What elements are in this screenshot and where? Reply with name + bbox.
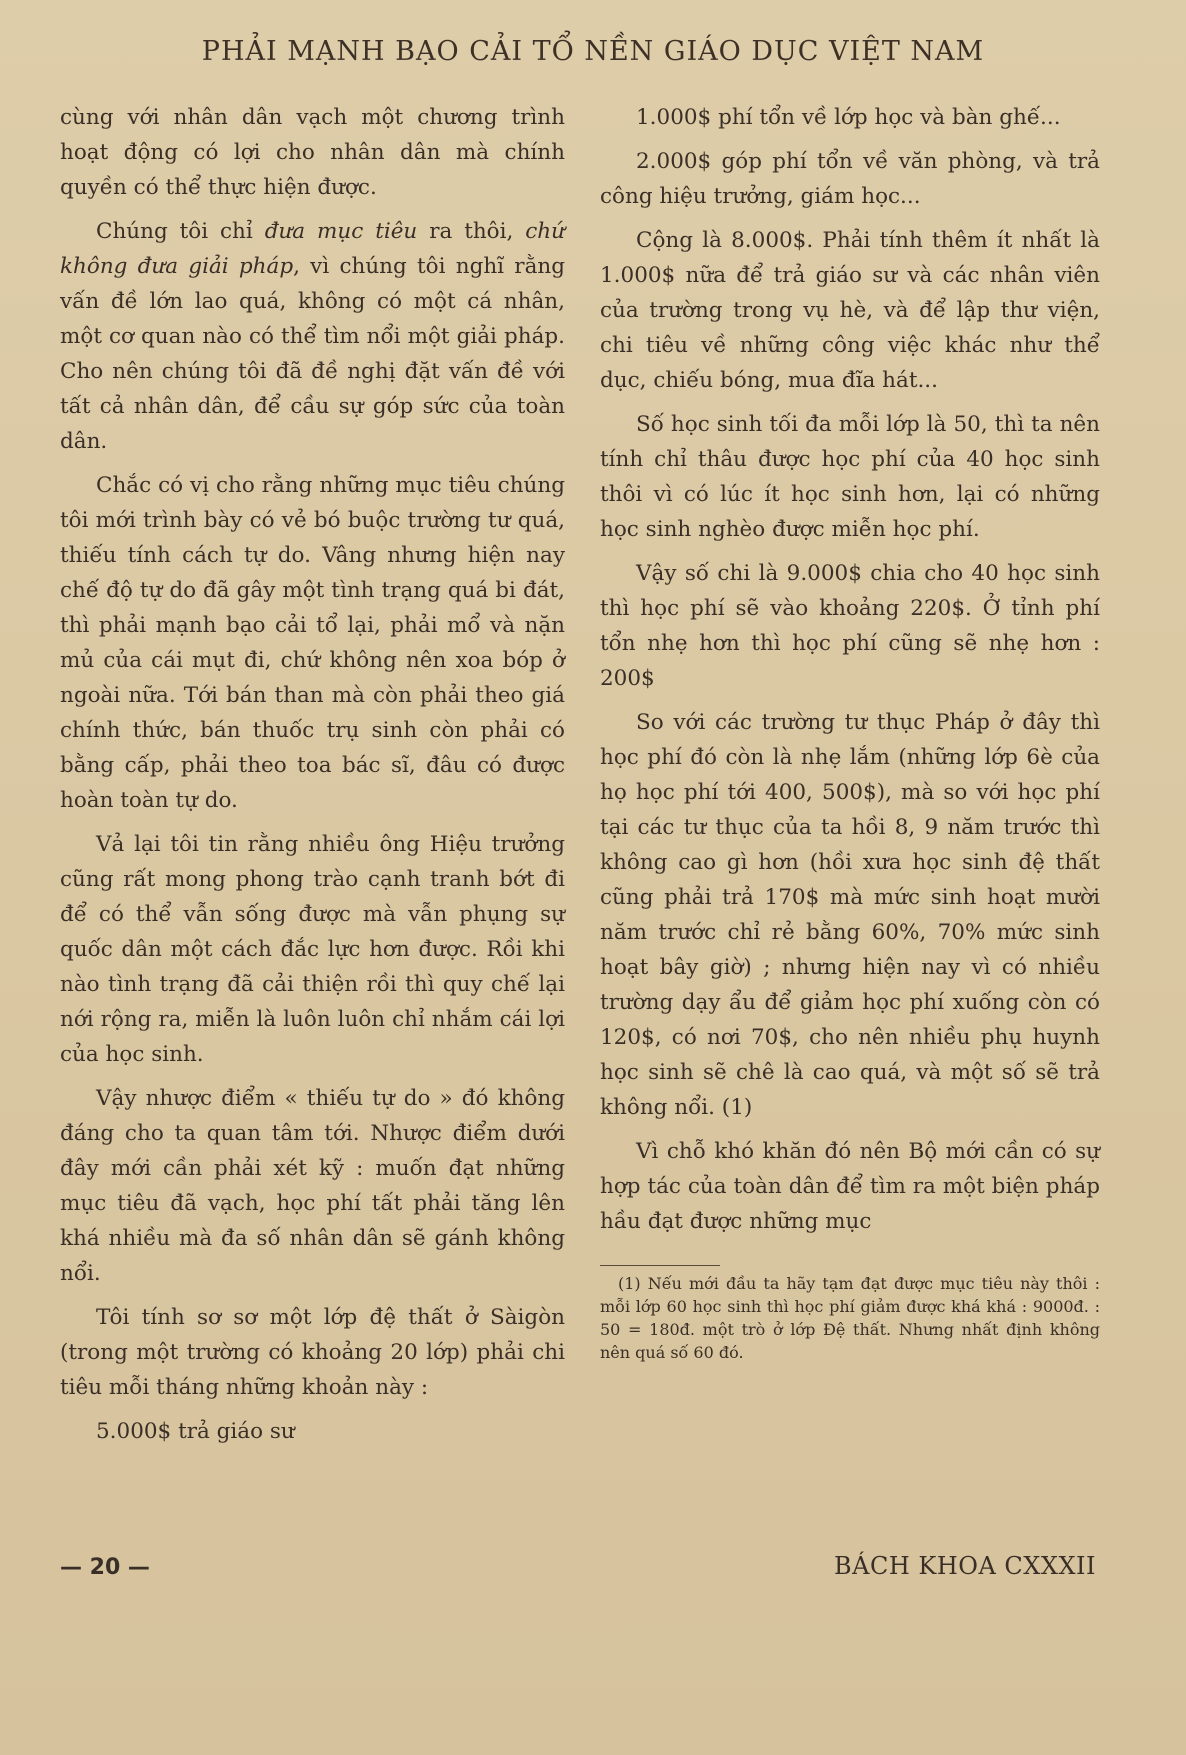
magazine-issue: BÁCH KHOA CXXXII <box>834 1552 1096 1580</box>
paragraph: So với các trường tư thục Pháp ở đây thì học phí đó còn là nhẹ lắm (những lớp 6è của họ học phí tới 400, 500$), mà so với học phí tại các tư thục của ta hồi 8, 9 năm trước thì không cao gì hơn (hồi xưa học sinh đệ thất cũng phải trả 170$ mà mức sinh hoạt mười năm trước chỉ rẻ bằng 60%, 70% mức sinh hoạt bây giờ) ; nhưng hiện nay vì có nhiều trường dạy ẩu để giảm học phí xuống còn có 120$, có nơi 70$, cho nên nhiều phụ huynh học sinh sẽ chê là cao quá, và một số sẽ trả không nổi. (1) <box>600 710 1100 1120</box>
running-header: PHẢI MẠNH BẠO CẢI TỔ NỀN GIÁO DỤC VIỆT NAM <box>201 36 985 67</box>
footnote: (1) Nếu mới đầu ta hãy tạm đạt được mục tiêu này thôi : mỗi lớp 60 học sinh thì học phí giảm được khá khá : 9000đ. : 50 = 180đ. một trò ở lớp Đệ thất. Nhưng nhất định không nên quá số 60 đó. <box>600 1274 1100 1362</box>
expense-line: 2.000$ góp phí tổn về văn phòng, và trả công hiệu trưởng, giám học... <box>600 149 1100 209</box>
paragraph: Vì chỗ khó khăn đó nên Bộ mới cần có sự hợp tác của toàn dân để tìm ra một biện pháp hầu đạt được những mục <box>600 1139 1100 1234</box>
expense-line: 1.000$ phí tổn về lớp học và bàn ghế... <box>636 105 1061 130</box>
emphasis-text: chứ không đưa giải pháp <box>60 219 565 279</box>
footnote-divider <box>600 1265 720 1266</box>
right-column <box>600 100 1100 1364</box>
paragraph: Vậy nhược điểm « thiếu tự do » đó không đáng cho ta quan tâm tới. Nhược điểm dưới đây mới cần phải xét kỹ : muốn đạt những mục tiêu đã vạch, học phí tất phải tăng lên khá nhiều mà đa số nhân dân sẽ gánh không nổi. <box>60 1086 565 1286</box>
paragraph: cùng với nhân dân vạch một chương trình hoạt động có lợi cho nhân dân mà chính quyền có thể thực hiện được. <box>60 105 565 200</box>
paragraph: Vả lại tôi tin rằng nhiều ông Hiệu trưởng cũng rất mong phong trào cạnh tranh bớt đi để có thể vẫn sống được mà vẫn phụng sự quốc dân một cách đắc lực hơn được. Rồi khi nào tình trạng đã cải thiện rồi thì quy chế lại nới rộng ra, miễn là luôn luôn chỉ nhắm cái lợi của học sinh. <box>60 832 565 1067</box>
paragraph: Cộng là 8.000$. Phải tính thêm ít nhất là 1.000$ nữa để trả giáo sư và các nhân viên của trường trong vụ hè, và để lập thư viện, chi tiêu về những công việc khác như thể dục, chiếu bóng, mua đĩa hát... <box>600 228 1100 393</box>
left-column <box>60 100 565 1458</box>
paragraph: Số học sinh tối đa mỗi lớp là 50, thì ta nên tính chỉ thâu được học phí của 40 học sinh thôi vì có lúc ít học sinh hơn, lại có những học sinh nghèo được miễn học phí. <box>600 412 1100 542</box>
emphasis-text: đưa mục tiêu <box>264 219 418 244</box>
paragraph: Chắc có vị cho rằng những mục tiêu chúng tôi mới trình bày có vẻ bó buộc trường tư quá, thiếu tính cách tự do. Vâng nhưng hiện nay chế độ tự do đã gây một tình trạng quá bi đát, thì phải mạnh bạo cải tổ lại, phải mổ và nặn mủ của cái mụt đi, chứ không nên xoa bóp ở ngoài nữa. Tới bán than mà còn phải theo giá chính thức, bán thuốc trụ sinh còn phải có bằng cấp, phải theo toa bác sĩ, đâu có được hoàn toàn tự do. <box>60 473 565 813</box>
paragraph: Tôi tính sơ sơ một lớp đệ thất ở Sàigòn (trong một trường có khoảng 20 lớp) phải chi tiêu mỗi tháng những khoản này : <box>60 1305 565 1400</box>
expense-line: 5.000$ trả giáo sư <box>96 1419 295 1444</box>
paragraph: Vậy số chi là 9.000$ chia cho 40 học sinh thì học phí sẽ vào khoảng 220$. Ở tỉnh phí tổn nhẹ hơn thì học phí cũng sẽ nhẹ hơn : 200$ <box>600 561 1100 691</box>
paragraph: Chúng tôi chỉ đưa mục tiêu ra thôi, chứ không đưa giải pháp, vì chúng tôi nghĩ rằng vấn đề lớn lao quá, không có một cá nhân, một cơ quan nào có thể tìm nổi một giải pháp. Cho nên chúng tôi đã đề nghị đặt vấn đề với tất cả nhân dân, để cầu sự góp sức của toàn dân. <box>60 219 566 454</box>
page-number: — 20 — <box>60 1555 150 1580</box>
